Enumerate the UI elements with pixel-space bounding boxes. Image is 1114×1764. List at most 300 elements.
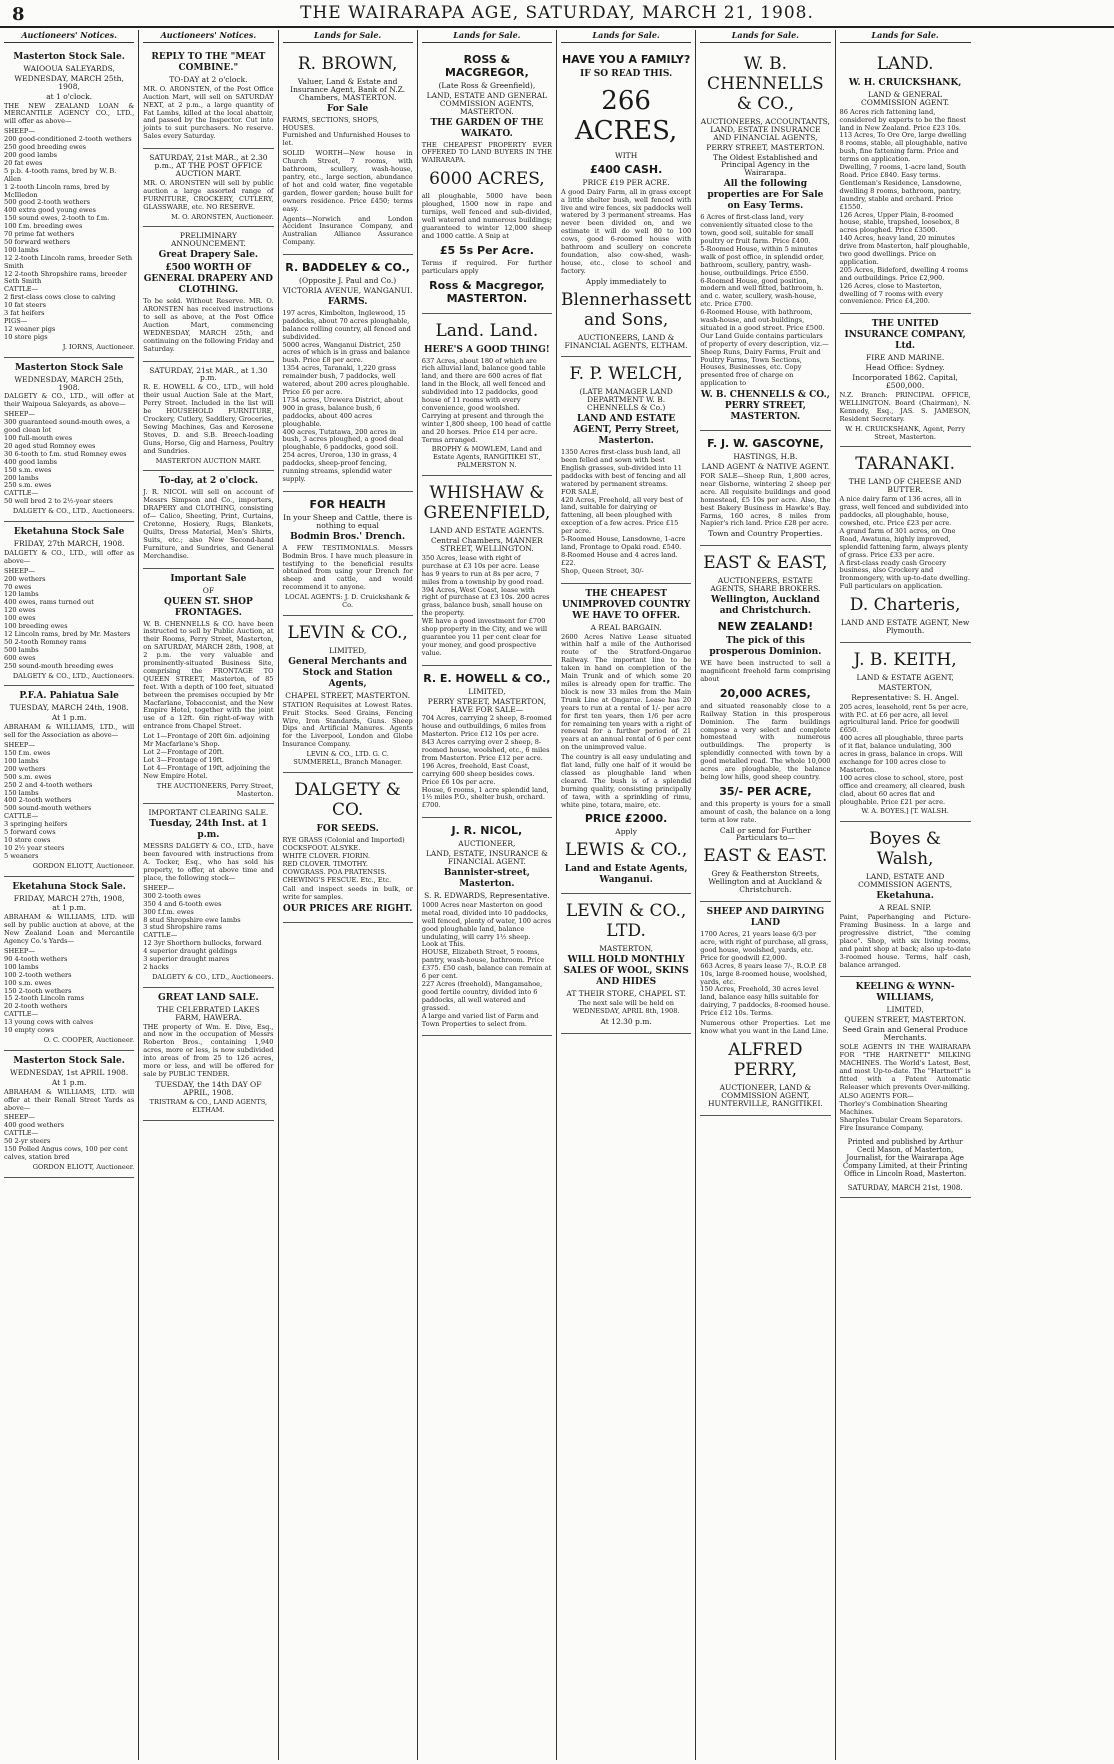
ad-body: W. B. CHENNELLS & CO. have been instructed to sell by Public Auction, at their Rooms, Perry Street, Masterton, on SATURDAY, MARCH 28th, 1908, at 2 p.m. the very valuable and prominently-situated Business Site, comprising the FRONTAGE TO QUEEN STREET, Masterton, of 85 feet. With a depth of 100 feet, situated between the premises occupied by Mr Macfarlane, Tobacconist, and the New Empire Hotel, together with the joint use of a 12ft. 6in right-of-way with entrance from Chapel Street. [143, 619, 274, 731]
list-item: 10 empty cows [4, 1026, 55, 1035]
list-item: 20 2-tooth wethers [4, 1002, 68, 1011]
ad-meat-combine [143, 47, 273, 149]
list-item: 12 2-tooth Lincoln rams, breeder Seth Smith [4, 253, 133, 270]
list-item: A grand farm of 301 acres, on One Road, Awatuna, highly improved, splendid fattening farm, always plenty of grass. Price £33 per acre. [839, 526, 969, 559]
list-item: 5-Roomed House, within 5 minutes walk of post office, in splendid order, bathroom, scullery, pantry, wash-house, outbuildings. Price £550. [700, 244, 825, 277]
ad-for-health [283, 492, 413, 616]
ad-signature: BROPHY & MOWLEM, Land and Estate Agents, RANGITIKEI ST., PALMERSTON N. [431, 445, 542, 470]
list-item: 300 guaranteed sound-mouth ewes, a good clean lot [4, 418, 130, 435]
ad-title: FOR HEALTH [309, 497, 386, 511]
ad-signature: GORDON ELIOTT, Auctioneer. [32, 1162, 135, 1171]
imprint-date: SATURDAY, MARCH 21st, 1908. [847, 1183, 963, 1192]
ad-subheadline: The pick of this prosperous Dominion. [709, 636, 822, 658]
ad-address: AT THEIR STORE, CHAPEL ST. [566, 989, 686, 999]
ad-title: SATURDAY, 21st MAR., at 1.30 p.m. [149, 365, 268, 383]
ad-east-and-east [700, 546, 830, 902]
column-3 [279, 30, 418, 1760]
column-6 [696, 30, 835, 1760]
ad-title: Important Sale [170, 573, 247, 584]
ad-body-3: and this property is yours for a small amount of cash, the balance on a long term at low rate. [700, 799, 831, 824]
list-item: Lot 2—Frontage of 20ft. [143, 748, 224, 756]
ad-jb-keith [840, 643, 971, 822]
ad-title: Eketahuna Stock Sale. [12, 881, 126, 892]
ad-signature: DALGETY & CO., LTD., Auctioneers. [12, 671, 135, 680]
ad-subtitle: Tuesday, 24th Inst. at 1 p.m. [149, 819, 268, 841]
ad-representative: S. R. EDWARDS, Representative. [424, 891, 550, 900]
ad-body: J. R. NICOL will sell on account of Messrs Simpson and Co., importers, DRAPERY and CLOTHING, consisting of— Calico, Sheeting, Print, Curtains, Cretonne, Hosiery, Rugs, Blankets, Quilts, Dress Material, Men's Shirts, Suits, etc.; also New Second-hand Furniture, and Sundries, and General Merchandise. [143, 488, 274, 560]
list-item: 120 lambs [4, 590, 39, 599]
ad-masterton-stock-sale-dalgety [4, 358, 134, 522]
list-item: 663 Acres, 8 years lease 7/-, R.O.P. £8 10s, large 8-roomed house, woolshed, yards, etc. [700, 961, 828, 986]
list-item: 13 young cows with calves [4, 1018, 94, 1027]
ad-body: ABRAHAM & WILLIAMS, LTD. will sell by public auction at above, at the New Zealand Loan and Mercantile Agency Co.'s Yards— [4, 913, 135, 946]
ad-fp-welch [561, 357, 691, 583]
ad-time: At 12.30 p.m. [600, 1017, 652, 1026]
ad-title: THE CHEAPEST UNIMPROVED COUNTRY WE HAVE TO OFFER. [561, 588, 691, 621]
ad-signature: Blennerhassett and Sons, [561, 289, 692, 330]
ad-address: Bannister-street, Masterton. [443, 868, 530, 889]
ad-signature: W. H. CRUICKSHANK, Agent, Perry Street, Masterton. [845, 424, 966, 441]
ad-address: CHAPEL STREET, MASTERTON. [285, 690, 411, 700]
list-item: 5 weaners [4, 851, 39, 860]
list-item: 10 fat steers [4, 301, 46, 310]
list-item: 5-Roomed House, Lansdowne, 1-acre land, Frontage to Opaki road. £540. [561, 535, 686, 551]
ad-signature: EAST & EAST. [703, 846, 828, 867]
ad-signature: D. Charteris, [849, 595, 961, 616]
ad-body: ABRAHAM & WILLIAMS, LTD., will sell for the Association as above— [4, 723, 135, 740]
list-item: 205 Acres, Bideford, dwelling 4 rooms and outbuildings. Price £2,900. [839, 265, 968, 282]
list-item: 4 superior draught geldings [143, 947, 237, 956]
ad-title: DALGETY & CO. [294, 780, 401, 820]
ad-line: LAND & GENERAL COMMISSION AGENT. [861, 89, 950, 107]
list-item: 3 springing heifers [4, 820, 68, 829]
ad-subtitle: LAND AND ESTATE AGENTS. [429, 526, 545, 536]
ad-cash: £400 CASH. [589, 162, 663, 176]
list-item: 1734 acres, Urewera District, about 900 in grass, balance bush, 6 paddocks, about 400 acres ploughable. [282, 395, 404, 428]
list-item: A large and varied list of Farm and Town Properties to select from. [421, 1011, 539, 1028]
list-item: 6-Roomed House, good position, modern and well fitted, bathroom, h. and c. water, scullery, wash-house, etc. Price £700. [700, 276, 824, 309]
list-item: 10 store cows [4, 835, 51, 844]
list-item: House, 6 rooms, 1 acre splendid land, 1½ miles P.O., shelter bush, orchard. £700. [421, 785, 549, 810]
seed-list [283, 837, 413, 884]
ad-body: THE CHEAPEST PROPERTY EVER OFFERED TO LAND BUYERS IN THE WAIRARAPA. [421, 140, 552, 165]
ad-signature: M. O. ARONSTEN, Auctioneer. [171, 212, 274, 221]
list-item: RYE GRASS (Colonial and Imported) [282, 836, 405, 844]
ad-line: Central Chambers, MANNER STREET, WELLINGTON. [430, 536, 543, 553]
ad-taranaki [840, 447, 971, 643]
ad-signature: THE AUCTIONEERS, Perry Street, Masterton. [156, 781, 274, 798]
list-item: 12 Lincoln rams, bred by Mr. Masters [4, 630, 131, 638]
list-item: 86 Acres rich fattening land, considered by experts to be the finest land in New Zealand. Price £23 10s. [839, 107, 966, 132]
list-item: 254 acres, Ureroa, 130 in grass, 4 paddocks, sheep-proof fencing, running streams, splendid water supply. [282, 451, 397, 483]
list-item: PIGS— [4, 317, 28, 325]
ad-signature: Ross & Macgregor, MASTERTON. [429, 278, 545, 305]
stock-list [4, 742, 134, 861]
list-item: 1354 acres, Taranaki, 1,220 grass remainder bush, 7 paddocks, well watered, about 200 acres ploughable. Price £6 per acre. [282, 364, 410, 396]
ad-signature: TRISTRAM & CO., LAND AGENTS, ELTHAM. [149, 1097, 268, 1114]
ad-line: AUCTIONEERS, ACCOUNTANTS, LAND, ESTATE INSURANCE AND FINANCIAL AGENTS, [700, 116, 830, 142]
ad-title: HAVE YOU A FAMILY? [561, 52, 691, 66]
list-item: 100 s.m. ewes [4, 978, 52, 987]
list-item: 3 superior draught mares [143, 955, 230, 964]
ad-gascoyne [700, 431, 830, 546]
list-item: SHEEP— [4, 566, 35, 575]
ad-cruickshank-land [840, 47, 971, 314]
list-item: SHEEP— [4, 410, 35, 419]
list-item: 420 Acres, Freehold, all very best of land, suitable for dairying or fattening, all been ploughed with exception of a few acres. Price £15 per acre. [561, 495, 683, 536]
ad-r-baddeley [283, 255, 413, 492]
ad-title: SATURDAY, 21st MAR., at 2.30 p.m., AT THE POST OFFICE AUCTION MART. [149, 153, 268, 178]
listing-list [283, 310, 413, 484]
ad-sheep-dairying-land [700, 902, 830, 1116]
list-item: 50 forward wethers [4, 237, 70, 246]
list-item: Furnished and Unfurnished Houses to let. [282, 131, 411, 148]
ad-title: J. B. KEITH, [853, 649, 957, 670]
ad-body: THE property of Wm. E. Dive, Esq., and now in the occupation of Messrs Roberton Bros., containing 1,940 acres, more or less, is now subdivided into areas of from 25 to 126 acres, more or less, and will be offered for sale by PUBLIC TENDER. [143, 1022, 274, 1078]
ad-signature: DALGETY & CO., LTD., Auctioneers. [152, 972, 274, 981]
ad-title: F. J. W. GASCOYNE, [707, 437, 824, 451]
list-item: 843 Acres carrying over 2 sheep, 8-roomed house, woolshed, etc., 6 miles from Masterton. Price £12 per acre. [421, 738, 550, 762]
ad-title: LAND. [876, 53, 934, 74]
list-item: 637 Acres, about 180 of which are rich alluvial land, balance good table land, and there are 600 acres of flat land in the Block, all well fenced and subdivided into 12 paddocks, good house of 11 rooms with every convenience, good woolshed. [421, 356, 546, 412]
list-item: 227 Acres (freehold), Mangamahoe, good fertile country, divided into 6 paddocks, all well watered and grassed. [421, 979, 543, 1012]
ad-price: 35/- PER ACRE, [719, 784, 812, 798]
list-item: 100 lambs [4, 962, 39, 971]
ad-subtitle: MASTERTON, [599, 944, 654, 954]
ad-line: WILL HOLD MONTHLY SALES OF WOOL, SKINS AND HIDES [563, 955, 689, 988]
list-item: 6 Acres of first-class land, very conveniently situated close to the town, good soil, suitable for small poultry or fruit farm. Price £400. [700, 213, 814, 245]
list-item: 250 s.m. ewes [4, 481, 52, 490]
list-item: 2 hacks [143, 962, 169, 971]
ad-subtitle: LAND, ESTATE AND COMMISSION AGENTS, [858, 872, 953, 890]
list-item: 12 weaner pigs [4, 324, 56, 333]
ad-body: To be sold. Without Reserve. MR. O. ARONSTEN has received instructions to sell as above, at the Post Office Auction Mart, commencing WEDNESDAY, MARCH 25th, and continuing on the following Friday and Saturday. [143, 297, 274, 353]
page-columns [0, 30, 1114, 1760]
list-item: 12 2-tooth Shropshire rams, breeder Seth Smith [4, 269, 127, 286]
list-item: 250 2 and 4-tooth wethers [4, 780, 93, 789]
newspaper-masthead: THE WAIRARAPA AGE, SATURDAY, MARCH 21, 1908. [300, 3, 814, 23]
list-item: COWGRASS. POA PRATENSIS. [282, 867, 387, 876]
ad-line: AUCTIONEER, LAND & COMMISSION AGENT, HUNTERVILLE, RANGITIKEI. [707, 1082, 823, 1108]
ad-line: Wellington, Auckland and Christchurch. [711, 595, 820, 617]
ad-date: TUESDAY, MARCH 24th, 1908. [9, 703, 129, 713]
masthead [0, 0, 1114, 28]
list-item: 100 ewes [4, 614, 36, 623]
ad-acres: 6000 ACRES, [429, 169, 545, 190]
ad-agents: LOCAL AGENTS: J. D. Cruickshank & Co. [284, 593, 411, 610]
listing-list [283, 117, 413, 149]
ad-line: General Merchants and Stock and Station Agents, [288, 656, 407, 689]
list-item: 400 acres all ploughable, three parts of it flat, balance undulating, 300 acres in grass, balance in crops. Will exchange for 100 acres close to Masterton. [839, 734, 964, 774]
ad-body: DALGETY & CO., LTD., will offer at their Waipoua Saleyards, as above— [4, 392, 135, 409]
ad-body: ABRAHAM & WILLIAMS, LTD. will offer at their Renall Street Yards as above— [4, 1087, 135, 1112]
list-item: 10 store pigs [4, 332, 48, 341]
ad-body: THE NEW ZEALAND LOAN & MERCANTILE AGENCY CO., LTD., will offer as above— [4, 101, 135, 126]
ad-price: £5 5s Per Acre. [439, 243, 534, 257]
ad-date: FRIDAY, MARCH 27th, 1908, [13, 893, 125, 903]
ad-line: Land and Estate Agents, Wanganui. [564, 864, 688, 886]
list-item: 100 f.m. breeding ewes [4, 222, 83, 231]
list-item: 500 sound-mouth wethers [4, 804, 92, 813]
ad-body: MESSRS DALGETY & CO., LTD., have been favoured with instructions from A. Tocker, Esq., who has sold his property, to offer, at above time and place, the following stock— [143, 842, 274, 882]
list-item: 394 Acres, West Coast, lease with right of purchase at £3 10s. 200 acres grass, balance bush, small house on the property. [421, 585, 550, 618]
ad-subtitle: LAND & ESTATE AGENT, [856, 672, 954, 682]
list-item: 10 2½ year steers [4, 843, 65, 852]
ad-date: WEDNESDAY, 1st APRIL 1908. [10, 1067, 129, 1077]
list-item: HOUSE, Elizabeth Street, 5 rooms, pantry, wash-house, bathroom. Price £375. £50 cash, balance can remain at 6 per cent. [421, 948, 552, 981]
ad-body: STATION Requisites at Lowest Rates. Fruit Stocks. Seed Grains, Fencing Wire, Iron Standards, Guns. Sheep Dips and Artificial Manures. Agents for the Liverpool, London and Globe Insurance Company. [282, 700, 413, 749]
list-item: 197 acres, Kimbolton, Inglewood, 15 paddocks, about 70 acres ploughable, balance rolling country, all fenced and subdivided. [282, 308, 411, 341]
ad-drapery-sale [143, 227, 273, 361]
list-item: 100 lambs [4, 245, 39, 254]
list-item: 126 Acres, close to Masterton, dwelling of 7 rooms with every convenience. Price £4,200. [839, 281, 943, 306]
page-number: 8 [12, 4, 25, 25]
ad-signature: J. IORNS, Auctioneer. [62, 342, 135, 351]
list-item: A first-class ready cash Grocery business, also Crockery and Ironmongery, with up-to-date dwelling. Full particulars on application. [839, 558, 971, 591]
list-item: Fire Insurance Company. [839, 1124, 924, 1133]
ad-time: at 1 o'clock. [46, 91, 93, 101]
list-item: 250 sound-mouth breeding ewes [4, 661, 114, 670]
list-item: 90 4-tooth wethers [4, 954, 68, 963]
list-item: 200 wethers [4, 574, 46, 583]
ad-with: WITH [615, 150, 638, 160]
column-heading: Lands for Sale. [840, 30, 971, 43]
list-item: 196 Acres, freehold, East Coast, carrying 600 sheep besides cows. Price £6 10s per acre. [421, 761, 535, 786]
ad-time: At 1 p.m. [51, 713, 87, 723]
list-item: 50 2-yr steers [4, 1137, 51, 1146]
list-item: 350 Acres, lease with right of purchase at £3 10s per acre. Lease has 9 years to run at 8s per acre, 7 miles from a township by good road. [421, 553, 544, 586]
ad-body: DALGETY & CO., LTD., will offer as above— [4, 548, 135, 565]
ad-body: Numerous other Properties. Let me know what you want in the Land Line. [700, 1019, 831, 1035]
ad-body: A good Dairy Farm, all in grass except a little shelter bush, well fenced with live and wire fences, six paddocks well watered by 3 permanent streams. Has never been divided on, and we estimate it will do well 80 to 100 cows, good 6-roomed house with bathroom and scullery on concrete foundation, also cow-shed, wash-house, etc., close to school and factory. [561, 187, 692, 275]
column-4 [418, 30, 557, 1760]
list-item: Sharples Tubular Cream Separators. [839, 1116, 963, 1125]
list-item: 150 Polled Angus cows, 100 per cent calves, station bred [4, 1145, 128, 1161]
list-item: 1350 Acres first-class bush land, all been felled and sown with best English grasses, sub-divided into 11 paddocks with best of fencing and all watered by permanent streams. [561, 448, 686, 488]
list-item: Shop, Queen Street, 30/- [561, 566, 644, 575]
ad-subtitle: In your Sheep and Cattle, there is nothing to equal [283, 512, 413, 530]
listing-list [840, 704, 971, 807]
ad-address: Eketahuna. [876, 891, 934, 902]
list-item: CATTLE— [4, 1010, 39, 1019]
list-item: 70 prime fat wethers [4, 230, 75, 239]
list-item: 400 2-tooth wethers [4, 796, 72, 805]
ad-line: A REAL SNIP. [878, 903, 932, 913]
list-item: 500 s.m. ewes [4, 772, 52, 781]
list-item: 400 good wethers [4, 1121, 65, 1130]
ad-body: MR. O. ARONSTEN, of the Post Office Auction Mart, will sell on SATURDAY NEXT, at 2 p.m., a large quantity of Fat Lambs, killed at the local abattoir, and passed by the Inspector. Cut into joints to suit purchasers. No reserve. Sales every Saturday. [143, 84, 274, 141]
list-item: 126 Acres, Upper Plain, 8-roomed house, stable, trapshed, loosebox, 8 acres ploughed. Price £3500. [839, 210, 960, 235]
list-item: Thorley's Combination Shearing Machines. [839, 1100, 948, 1117]
agency-list [840, 1093, 971, 1133]
ad-land-land [422, 314, 552, 477]
ad-subtitle: The Oldest Established and Principal Agency in the Wairarapa. [713, 152, 818, 178]
list-item: CATTLE— [4, 812, 39, 821]
ad-time: at 1 p.m. [52, 903, 86, 913]
ad-united-insurance [840, 314, 971, 447]
list-item: 1 2-tooth Lincoln rams, bred by McIlledon [4, 182, 110, 199]
list-item: 200 wethers [4, 764, 46, 773]
ad-address: MASTERTON, [878, 682, 933, 692]
list-item: 5 forward cows [4, 828, 56, 837]
ad-signature: O. C. COOPER, Auctioneer. [43, 1035, 135, 1044]
list-item: FOR SALE, [561, 487, 599, 496]
list-item: Lot 4—Frontage of 19ft, adjoining the New Empire Hotel. [143, 763, 271, 780]
ad-headline: £500 WORTH OF GENERAL DRAPERY AND CLOTHING. [143, 263, 273, 296]
ad-boyes-walsh [840, 822, 971, 977]
column-heading: Lands for Sale. [422, 30, 552, 43]
list-item: ALSO AGENTS FOR— [839, 1092, 914, 1101]
list-item: 150 sound ewes, 2-tooth to f.m. [4, 214, 110, 223]
ad-line: LAND AGENT & NATIVE AGENT. [701, 462, 830, 472]
column-heading: Auctioneers' Notices. [4, 30, 134, 43]
column-heading: Lands for Sale. [700, 30, 830, 43]
ad-subtitle: THE CELEBRATED LAKES FARM, HAWERA. [157, 1004, 260, 1022]
list-item: 300 f.f.m. ewes [143, 907, 194, 916]
ad-queen-st-frontages [143, 569, 273, 805]
list-item: Our Land Guide contains particulars of property of every description, viz.—Sheep Runs, Dairy Farms, Fruit and Poultry Farms, Town Sections, Houses, Businesses, etc. Copy presented free of charge on application to [700, 331, 829, 388]
ad-title: WHISHAW & GREENFIELD, [423, 483, 551, 524]
ad-body: Call and inspect seeds in bulk, or write for samples. [282, 885, 413, 902]
ad-title: Land. Land. [435, 320, 539, 341]
ad-pfa-pahiatua-sale [4, 686, 134, 876]
lot-list [143, 733, 273, 780]
ad-title: GREAT LAND SALE. [158, 992, 259, 1003]
list-item: Carrying at present and through the winter 1,800 sheep, 100 head of cattle and 20 horses. Price £14 per acre. Terms arranged. [421, 411, 551, 444]
ad-jr-nicol [422, 818, 552, 1036]
ad-body: WE have been instructed to sell a magnificent freehold farm comprising about [700, 659, 831, 683]
list-item: 250 good breeding ewes [4, 143, 87, 152]
ad-nicol-drapery [143, 471, 273, 568]
ad-body-2: The country is all easy undulating and flat land, fully one half of it would be classed as ploughable land when cleared. The bush is of a splendid burning quality, consisting principally of tawa, with a sprinkling of rimu, white pine, totara, maire, etc. [561, 753, 692, 809]
list-item: 140 Acres, heavy land, 20 minutes drive from Masterton, half ploughable, two good dwellings. Price on application. [839, 234, 970, 266]
ad-line: For Sale [326, 103, 369, 114]
ad-whishaw-greenfield [422, 476, 552, 666]
ad-ross-macgregor [422, 47, 552, 314]
ad-subtitle: (Opposite J. Paul and Co.) [299, 276, 397, 286]
list-item: 50 well bred 2 to 2½-year steers [4, 497, 113, 506]
ad-headline: QUEEN ST. SHOP FRONTAGES. [164, 596, 253, 618]
list-item: SHEEP— [4, 947, 35, 955]
ad-body: SOLE AGENTS IN THE WAIRARAPA FOR "THE HARTNETT" MILKING MACHINES. The World's Latest, Best, and most Up-to-date. The "Hartnett" is fitted with a Patent Automatic Releaser which prevents Over-milking. [839, 1043, 971, 1091]
list-item: 12 3yr Shorthorn bullocks, forward [143, 939, 262, 948]
ad-subtitle: HASTINGS, H.B. [733, 452, 798, 462]
list-item: 200 good lambs [4, 150, 58, 159]
list-item: 20 fat ewes [4, 158, 43, 167]
ad-title: SHEEP AND DAIRYING LAND [706, 907, 825, 929]
ad-headline: NEW ZEALAND! [717, 620, 814, 634]
ad-address: PERRY STREET, MASTERTON. [706, 142, 825, 152]
ad-title: P.F.A. Pahiatua Sale [19, 691, 119, 702]
list-item: 3 stud Shropshire rams [143, 923, 222, 932]
column-5 [557, 30, 696, 1760]
ad-signature: W. B. CHENNELLS & CO., PERRY STREET, MASTERTON. [700, 390, 830, 423]
ad-line: LAND, ESTATE AND GENERAL COMMISSION AGENTS, MASTERTON. [426, 90, 548, 116]
ad-title: Boyes & Walsh, [869, 829, 941, 870]
ad-masterton-stock-sale-april [4, 1051, 134, 1178]
ad-title: ROSS & MACGREGOR, [444, 52, 529, 79]
list-item: 600 ewes [4, 653, 36, 662]
ad-date: TUESDAY, the 14th DAY OF APRIL, 1908. [155, 1079, 262, 1097]
list-item: 500 lambs [4, 645, 39, 654]
list-item: 100 full-mouth ewes [4, 433, 73, 442]
ad-headline: THE GARDEN OF THE WAIKATO. [430, 117, 544, 139]
ad-line: LAND AND ESTATE AGENT, Perry Street, Masterton. [573, 414, 680, 447]
ad-subtitle: (LATE MANAGER LAND DEPARTMENT W. B. CHENNELLS & Co.) [579, 387, 673, 413]
ad-date: FRIDAY, 27th MARCH, 1908. [13, 539, 125, 549]
ad-title: R. E. HOWELL & CO., [423, 671, 551, 685]
list-item: 8-Roomed House and 4 acres land. £22. [561, 550, 678, 567]
list-item: FARMS, SECTIONS, SHOPS, HOUSES. [282, 115, 379, 132]
list-item: 20 aged stud Romney ewes [4, 441, 96, 450]
ad-levin-co [283, 616, 413, 773]
list-item: 500 good 2-tooth wethers [4, 198, 91, 207]
ad-date: WEDNESDAY, MARCH 25th, 1908, [14, 73, 124, 91]
ad-dalgety-seeds [283, 773, 413, 923]
list-item: 200 good-conditioned 2-tooth wethers [4, 135, 132, 144]
ad-body: R. E. HOWELL & CO., LTD., will hold their usual Auction Sale at the Mart, Perry Street. Included in the list will be HOUSEHOLD FURNITURE, Crockery, Cutlery, Saddlery, Groceries, Sewing Machines, Gas and Kerosene Stoves, D. and S.B. Breech-loading Guns, Horse, Gig and Harness, Poultry and Sundries. [143, 383, 274, 455]
list-item: 704 Acres, carrying 2 sheep, 8-roomed house and outbuildings, 6 miles from Masterton. Price £12 10s per acre. [421, 714, 552, 739]
list-item: 150 s.m. ewes [4, 465, 52, 474]
ad-body: MR. O. ARONSTEN will sell by public auction a large assorted range of FURNITURE, CROCKERY, CUTLERY, GLASSWARE, etc. NO RESERVE. [143, 178, 274, 211]
ad-title: J. R. NICOL, [451, 824, 523, 838]
ad-apply: Apply immediately to [585, 276, 667, 286]
ad-have-you-a-family [561, 47, 691, 358]
ad-title: R. BROWN, [297, 53, 398, 74]
ad-subtitle: FOR SEEDS. [316, 824, 379, 834]
ad-price: PRICE £19 PER ACRE. [582, 177, 670, 187]
ad-clearing-sale [143, 804, 273, 987]
listing-list [422, 555, 552, 658]
list-item: 200 lambs [4, 473, 39, 482]
list-item: SHEEP— [143, 883, 175, 892]
ad-line: LAND AND ESTATE AGENT, New Plymouth. [840, 618, 970, 636]
ad-title: F. P. WELCH, [569, 364, 683, 385]
ad-subtitle: AUCTIONEER, [458, 839, 516, 849]
ad-date: The next sale will be held on WEDNESDAY, APRIL 8th, 1908. [572, 999, 680, 1016]
ad-address: Incorporated 1862. Capital, £500,000. [852, 373, 958, 391]
ad-title: PRELIMINARY ANNOUNCEMENT. [170, 231, 246, 249]
ad-signature: GORDON ELIOTT, Auctioneer. [32, 861, 135, 870]
ad-agents: Agents—Norwich and London Accident Insurance Company, and Australian Alliance Assurance Company. [282, 214, 413, 247]
ad-title: To-day, at 2 o'clock. [158, 476, 258, 487]
list-item: 100 lambs [4, 756, 39, 765]
ad-subtitle: W. H. CRUICKSHANK, [848, 77, 962, 88]
ad-subtitle: THE LAND OF CHEESE AND BUTTER. [848, 477, 962, 495]
listing-list [422, 715, 552, 810]
ad-body: SOLID WORTH—New house in Church Street, 7 rooms, with bathroom, scullery, wash-house, pantry, etc., large section, abundance of hot and cold water, fine vegetable garden, flower garden; house built for owners residence. Price £450; terms easy. [282, 149, 413, 213]
ad-subtitle: A REAL BARGAIN. [590, 622, 662, 632]
list-item: 150 f.m. ewes [4, 748, 51, 757]
ad-address: Grey & Featherston Streets, Wellington and at Auckland & Christchurch. [708, 869, 823, 895]
list-item: 2 first-class cows close to calving [4, 293, 116, 302]
ad-title: W. B. CHENNELLS & CO., [707, 53, 824, 114]
ad-title: Masterton Stock Sale [14, 362, 124, 373]
list-item: 400 good lambs [4, 457, 58, 466]
list-item: 5000 acres, Wanganui District, 250 acres of which is in grass and balance bush. Price £8 per acre. [282, 340, 410, 365]
list-item: Gentleman's Residence, Lansdowne, dwelling 8 rooms, bathroom, pantry, laundry, stable and orchard. Price £1550. [839, 178, 962, 211]
ad-levin-wool-sales [561, 894, 691, 1034]
list-item: 150 lambs [4, 788, 39, 797]
listing-list [422, 902, 552, 1029]
list-item: 1700 Acres, 21 years lease 6/3 per acre, with right of purchase, all grass, good house, woolshed, yards, etc. Price for goodwill £2,000. [700, 930, 829, 962]
column-heading: Auctioneers' Notices. [143, 30, 273, 43]
ad-line: LAND, ESTATE, INSURANCE & FINANCIAL AGENT. [425, 849, 548, 867]
ad-masterton-stock-sale-iorns [4, 47, 134, 358]
ad-body: 2600 Acres Native Lease situated within half a mile of the Authorised route of the Stratford-Ongarue Railway. The important line to be taken in hand on completion of the Main Trunk and of which some 20 miles is already open for traffic. The block is now 33 miles from the Main Trunk Line at Ongarue. Lease has 20 years to run at a rental of 1/- per acre for first ten years, then 1/6 per acre for remaining ten years with a right of renewal for a further period of 21 years at an annual rental of 6 per cent on the unimproved value. [561, 632, 692, 752]
list-item: SHEEP— [4, 741, 35, 750]
ad-apply: Apply [615, 827, 637, 837]
